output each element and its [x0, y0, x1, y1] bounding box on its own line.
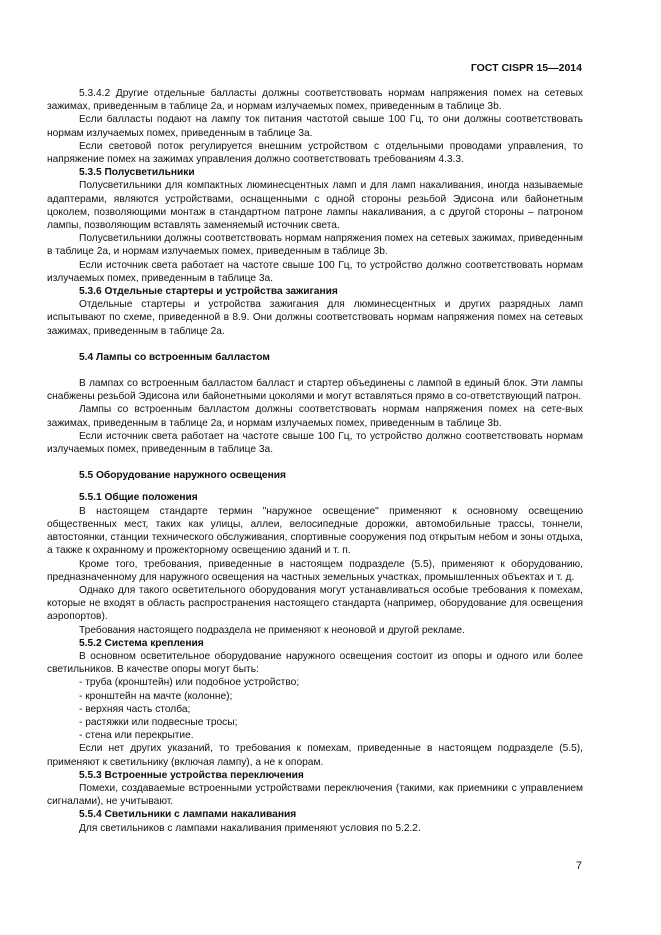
paragraph: Если нет других указаний, то требования к помехам, приведенные в настоящем подразделе (5.5), применяют к светильнику (включая лампу), а не к опорам. — [47, 743, 583, 768]
list-item: - труба (кронштейн) или подобное устройство; — [79, 677, 300, 689]
paragraph: Если балласты подают на лампу ток питания частотой свыше 100 Гц, то они должны соответствовать нормам излучаемых помех, приведенным в таблице 3а. — [47, 114, 583, 139]
paragraph: Если источник света работает на частоте свыше 100 Гц, то устройство должно соответствовать нормам излучаемых помех, приведенным в таблице 3а. — [47, 259, 583, 284]
standard-code-header: ГОСТ CISPR 15—2014 — [470, 62, 582, 74]
section-heading-5-5-3: 5.5.3 Встроенные устройства переключения — [79, 769, 304, 781]
list-item: - растяжки или подвесные тросы; — [79, 716, 238, 728]
paragraph: Требования настоящего подраздела не применяют к неоновой и другой рекламе. — [79, 624, 465, 636]
section-heading-5-4: 5.4 Лампы со встроенным балластом — [79, 351, 270, 363]
section-heading-5-3-6: 5.3.6 Отдельные стартеры и устройства зажигания — [79, 286, 338, 298]
paragraph: Полусветильники для компактных люминесцентных ламп и для ламп накаливания, иногда называемые адаптерами, являются устройствами, оснащенными с одной стороны резьбой Эдисона или байонетным цоколем, позволяющими монтаж в стандартном патроне лампы накаливания, а с другой стороны – патроном лампы, позволяющим вставлять заменяемый источник света. — [47, 180, 583, 232]
section-heading-5-3-5: 5.3.5 Полусветильники — [79, 167, 195, 179]
document-body — [47, 87, 583, 835]
paragraph: В основном осветительное оборудование наружного освещения состоит из опоры и одного или более светильников. В качестве опоры могут быть: — [47, 650, 583, 676]
paragraph: Полусветильники должны соответствовать нормам напряжения помех на сетевых зажимах, приведенным в таблице 2а, и нормам излучаемых помех, приведенным в таблице 3b. — [47, 233, 583, 258]
paragraph: В настоящем стандарте термин "наружное освещение" применяют к основному освещению общественных мест, таких как улицы, аллеи, велосипедные дорожки, автомобильные трассы, тоннели, автостоянки, станции технического обслуживания, спортивные сооружения под открытым небом и зоны отдыха, а также к охранному и прожекторному освещению зданий и т. п. — [47, 505, 583, 557]
paragraph: Кроме того, требования, приведенные в настоящем подразделе (5.5), применяют к оборудованию, предназначенному для наружного освещения на частных земельных участках, промышленных объектах и т. д. — [47, 558, 583, 583]
paragraph: 5.3.4.2 Другие отдельные балласты должны соответствовать нормам напряжения помех на сетевых зажимах, приведенным в таблице 2а, и нормам излучаемых помех, приведенным в таблице 3b. — [47, 88, 583, 113]
paragraph: Лампы со встроенным балластом должны соответствовать нормам напряжения помех на сете-вых зажимах, приведенным в таблице 2а, и нормам излучаемых помех, приведенным в таблице 3b. — [47, 404, 583, 429]
paragraph: Отдельные стартеры и устройства зажигания для люминесцентных и других разрядных ламп испытывают по схеме, приведенной в 8.9. Они должны соответствовать нормам напряжения помех на сетевых зажимах, приведенным в таблице 2а. — [47, 299, 583, 337]
paragraph: Однако для такого осветительного оборудования могут устанавливаться особые требования к помехам, которые не входят в область распространения настоящего стандарта (например, оборудование для освещения аэропортов). — [47, 584, 583, 623]
section-heading-5-5: 5.5 Оборудование наружного освещения — [79, 470, 286, 482]
section-heading-5-5-2: 5.5.2 Система крепления — [79, 637, 204, 649]
page-number: 7 — [575, 860, 582, 872]
paragraph: Если источник света работает на частоте свыше 100 Гц, то устройство должно соответствовать нормам излучаемых помех, приведенным в таблице 3а. — [47, 430, 583, 456]
section-heading-5-5-1: 5.5.1 Общие положения — [79, 492, 198, 504]
paragraph: Если световой поток регулируется внешним устройством с отдельными проводами управления, то напряжение помех на зажимах управления должно соответствовать требованиям 4.3.3. — [47, 140, 583, 166]
list-item: - кронштейн на мачте (колонне); — [79, 690, 233, 702]
list-item: - верхняя часть столба; — [79, 703, 191, 715]
paragraph: Для светильников с лампами накаливания применяют условия по 5.2.2. — [79, 822, 421, 834]
section-heading-5-5-4: 5.5.4 Светильники с лампами накаливания — [79, 809, 297, 821]
paragraph: Помехи, создаваемые встроенными устройствами переключения (такими, как приемники с управлением сигналами), не учитывают. — [47, 782, 583, 808]
paragraph: В лампах со встроенным балластом балласт и стартер объединены с лампой в единый блок. Эти лампы снабжены резьбой Эдисона или байонетными цоколями и могут вставляться прямо в со-ответствующий патрон. — [47, 378, 583, 403]
list-item: - стена или перекрытие. — [79, 730, 194, 742]
